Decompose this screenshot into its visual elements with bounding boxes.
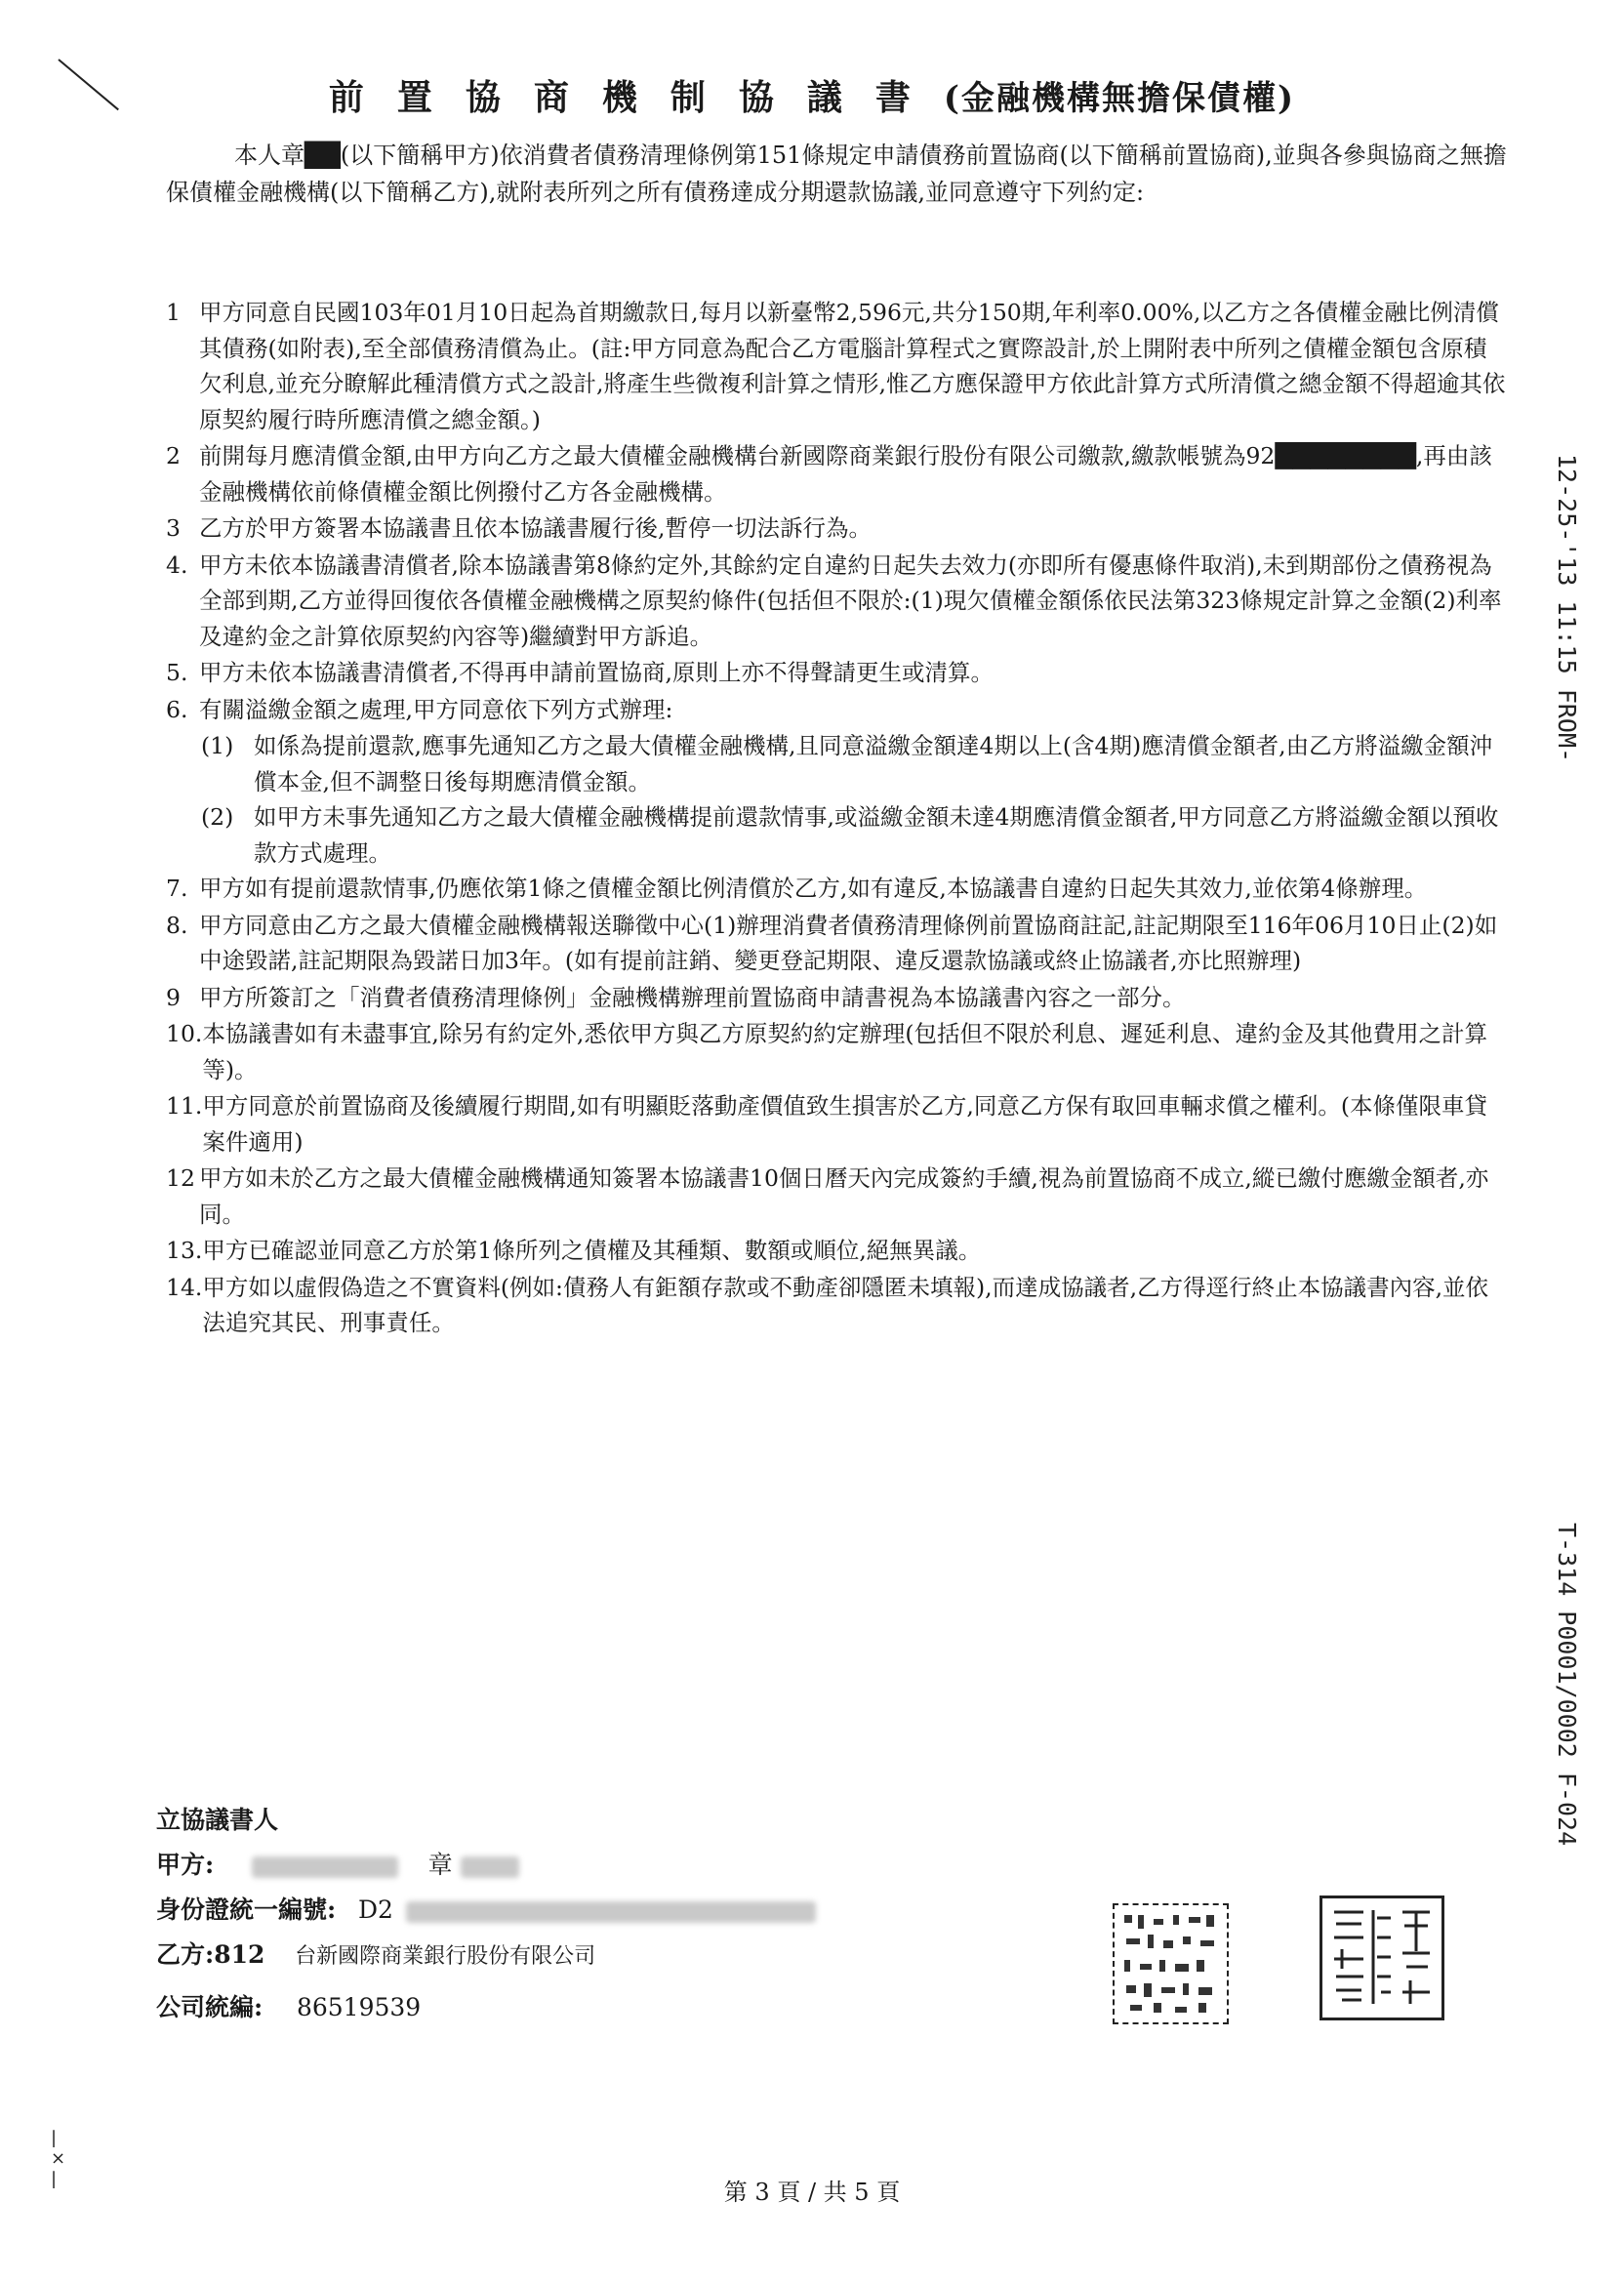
clause-7 <box>166 871 1508 907</box>
clause-text: 有關溢繳金額之處理,甲方同意依下列方式辦理: <box>199 695 673 723</box>
clause-3 <box>166 510 1508 547</box>
clause-text: 甲方同意於前置協商及後續履行期間,如有明顯貶落動產價值致生損害於乙方,同意乙方保有取回車輛求償之權利。(本條僅限車貸案件適用) <box>202 1092 1487 1156</box>
clause-10 <box>166 1016 1508 1087</box>
party-b-name: 台新國際商業銀行股份有限公司 <box>295 1944 596 1969</box>
intro-paragraph: 本人章██(以下簡稱甲方)依消費者債務清理條例第151條規定申請債務前置協商(以下簡稱前置協商),並與各參與協商之無擔保債權金融機構(以下簡稱乙方),就附表所列之所有債務達成分期還款協議,並同意遵守下列約定: <box>166 142 1507 206</box>
sub-item-number: (1) <box>201 732 234 759</box>
clause-number: 8. <box>166 911 188 939</box>
id-label: 身份證統一編號: <box>156 1896 337 1924</box>
page-footer: 第 3 頁 / 共 5 頁 <box>723 2179 901 2206</box>
sub-item-2 <box>201 799 1508 871</box>
clause-number: 7. <box>166 875 188 902</box>
clause-2 <box>166 438 1508 510</box>
id-row <box>156 1888 816 1933</box>
company-seal-stamp <box>1320 1896 1444 2020</box>
party-a-seal-label: 章 <box>427 1851 453 1879</box>
company-no-label: 公司統編: <box>156 1993 264 2021</box>
signature-heading: 立協議書人 <box>156 1806 279 1834</box>
party-a-label: 甲方: <box>156 1851 215 1879</box>
clause-number: 6. <box>166 695 188 723</box>
clause-text: 甲方未依本協議書清償者,不得再申請前置協商,原則上亦不得聲請更生或清算。 <box>199 659 994 686</box>
clause-text: 甲方如未於乙方之最大債權金融機構通知簽署本協議書10個日曆天內完成簽約手續,視為前置協商不成立,縱已繳付應繳金額者,亦同。 <box>199 1164 1489 1228</box>
clause-number: 4. <box>166 550 188 579</box>
id-value: D2 <box>357 1896 393 1924</box>
clause-number: 3 <box>166 514 181 542</box>
clause-number: 5. <box>166 659 188 686</box>
document-title <box>0 70 1624 120</box>
clause-11 <box>166 1088 1508 1160</box>
clause-text: 甲方未依本協議書清償者,除本協議書第8條約定外,其餘約定自違約日起失去效力(亦即所有優惠條件取消),未到期部份之債務視為全部到期,乙方並得回復依各債權金融機構之原契約條件(包括但不限於:(1)現欠債權金額係依民法第323條規定計算之金額(2)利率及違約金之計算依原契約內容等)繼續對甲方訴追。 <box>199 550 1502 650</box>
clause-text: 甲方同意自民國103年01月10日起為首期繳款日,每月以新臺幣2,596元,共分150期,年利率0.00%,以乙方之各債權金融比例清償其債務(如附表),至全部債務清償為止。(註:甲方同意為配合乙方電腦計算程式之實際設計,於上開附表中所列之債權金額包含原積欠利息,並充分瞭解此種清償方式之設計,將產生些微複利計算之情形,惟乙方應保證甲方依此計算方式所清償之總金額不得超逾其依原契約履行時所應清償之總金額。) <box>199 299 1506 433</box>
company-no-row <box>156 1985 421 2030</box>
sub-item-1 <box>201 728 1508 799</box>
clause-text: 甲方同意由乙方之最大債權金融機構報送聯徵中心(1)辦理消費者債務清理條例前置協商註記,註記期限至116年06月10日止(2)如中途毀諾,註記期限為毀諾日加3年。(如有提前註銷、變更登記期限、違反還款協議或終止協議者,亦比照辦理) <box>199 911 1498 974</box>
party-b-label: 乙方:812 <box>156 1940 265 1969</box>
clause-4 <box>166 548 1508 655</box>
clause-text: 前開每月應清償金額,由甲方向乙方之最大債權金融機構台新國際商業銀行股份有限公司繳款,繳款帳號為92████████,再由該金融機構依前條債權金額比例撥付乙方各金融機構。 <box>199 442 1492 506</box>
clause-text: 本協議書如有未盡事宜,除另有約定外,悉依甲方與乙方原契約約定辦理(包括但不限於利息、遲延利息、違約金及其他費用之計算等)。 <box>202 1020 1487 1083</box>
clause-14 <box>166 1270 1508 1341</box>
clause-13 <box>166 1233 1508 1269</box>
company-no-value: 86519539 <box>296 1993 422 2021</box>
clause-5 <box>166 655 1508 691</box>
title-sub: (金融機構無擔保債權) <box>943 79 1296 118</box>
title-main: 前置協商機制協議書 <box>328 77 944 118</box>
sub-item-number: (2) <box>201 803 234 831</box>
clause-8 <box>166 908 1508 979</box>
clause-list <box>166 295 1508 1342</box>
clause-number: 1 <box>166 299 181 326</box>
redacted-name <box>252 1856 398 1878</box>
clause-text: 甲方如有提前還款情事,仍應依第1條之債權金額比例清償於乙方,如有違反,本協議書自違約日起失其效力,並依第4條辦理。 <box>199 875 1428 902</box>
clause-text: 甲方如以虛假偽造之不實資料(例如:債務人有鉅額存款或不動產卻隱匿未填報),而達成協議者,乙方得逕行終止本協議書內容,並依法追究其民、刑事責任。 <box>202 1273 1489 1336</box>
party-a-row <box>156 1843 519 1888</box>
clause-number: 2 <box>166 442 181 469</box>
fax-header-top: 12-25-'13 11:15 FROM- <box>1553 454 1581 763</box>
clause-number: 14. <box>166 1273 203 1301</box>
clause-12 <box>166 1161 1508 1232</box>
clause-text: 甲方已確認並同意乙方於第1條所列之債權及其種類、數額或順位,絕無異議。 <box>202 1237 982 1264</box>
clause-number: 9 <box>166 983 181 1011</box>
barcode-stamp <box>1113 1903 1229 2024</box>
clause-text: 甲方所簽訂之「消費者債務清理條例」金融機構辦理前置協商申請書視為本協議書內容之一部分。 <box>199 983 1186 1011</box>
margin-mark: | × | <box>51 2128 66 2189</box>
redacted-seal <box>461 1856 519 1878</box>
redacted-id <box>406 1901 816 1923</box>
clause-text: 乙方於甲方簽署本協議書且依本協議書履行後,暫停一切法訴行為。 <box>199 514 872 542</box>
clause-1 <box>166 295 1508 437</box>
clause-number: 13. <box>166 1237 203 1264</box>
clause-number: 11. <box>166 1092 203 1120</box>
clause-9 <box>166 980 1508 1016</box>
sub-item-text: 如係為提前還款,應事先通知乙方之最大債權金融機構,且同意溢繳金額達4期以上(含4期)應清償金額者,由乙方將溢繳金額沖償本金,但不調整日後每期應清償金額。 <box>254 732 1493 795</box>
party-b-row <box>156 1933 595 1979</box>
clause-number: 12 <box>166 1164 195 1192</box>
clause-6 <box>166 692 1508 728</box>
fax-header-bottom: T-314 P0001/0002 F-024 <box>1553 1523 1581 1847</box>
clause-number: 10. <box>166 1020 203 1047</box>
sub-item-text: 如甲方未事先通知乙方之最大債權金融機構提前還款情事,或溢繳金額未達4期應清償金額者,甲方同意乙方將溢繳金額以預收款方式處理。 <box>254 803 1499 867</box>
